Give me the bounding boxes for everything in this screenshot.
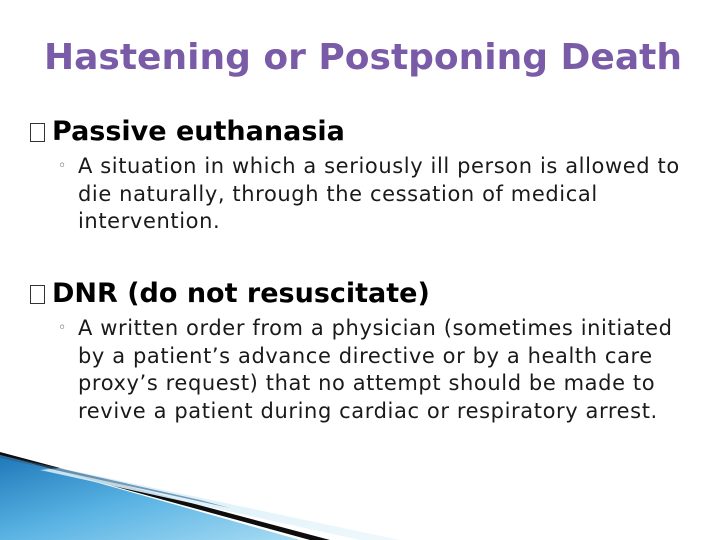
sub-bullet-text: A situation in which a seriously ill person is allowed to die naturally, through the cessation of medical intervention. [78, 154, 680, 234]
sub-bullet-text: A written order from a physician (sometimes initiated by a patient’s advance directive or by a health care proxy’s request) that no attempt should be made to revive a patient during cardiac or respiratory arrest. [78, 316, 673, 424]
hollow-circle-icon: ◦ [58, 320, 67, 337]
heading-text: DNR (do not resuscitate) [52, 278, 430, 309]
hollow-circle-icon: ◦ [58, 158, 67, 175]
bullet-heading [30, 278, 690, 309]
sub-bullet [58, 153, 690, 236]
square-box-icon [30, 285, 45, 304]
bullet-passive-euthanasia [30, 116, 690, 236]
sub-bullet [58, 315, 690, 426]
slide-title: Hastening or Postponing Death [44, 37, 682, 78]
bullet-dnr [30, 278, 690, 426]
bullet-heading [30, 116, 690, 147]
heading-text: Passive euthanasia [52, 116, 345, 147]
square-box-icon [30, 123, 45, 142]
